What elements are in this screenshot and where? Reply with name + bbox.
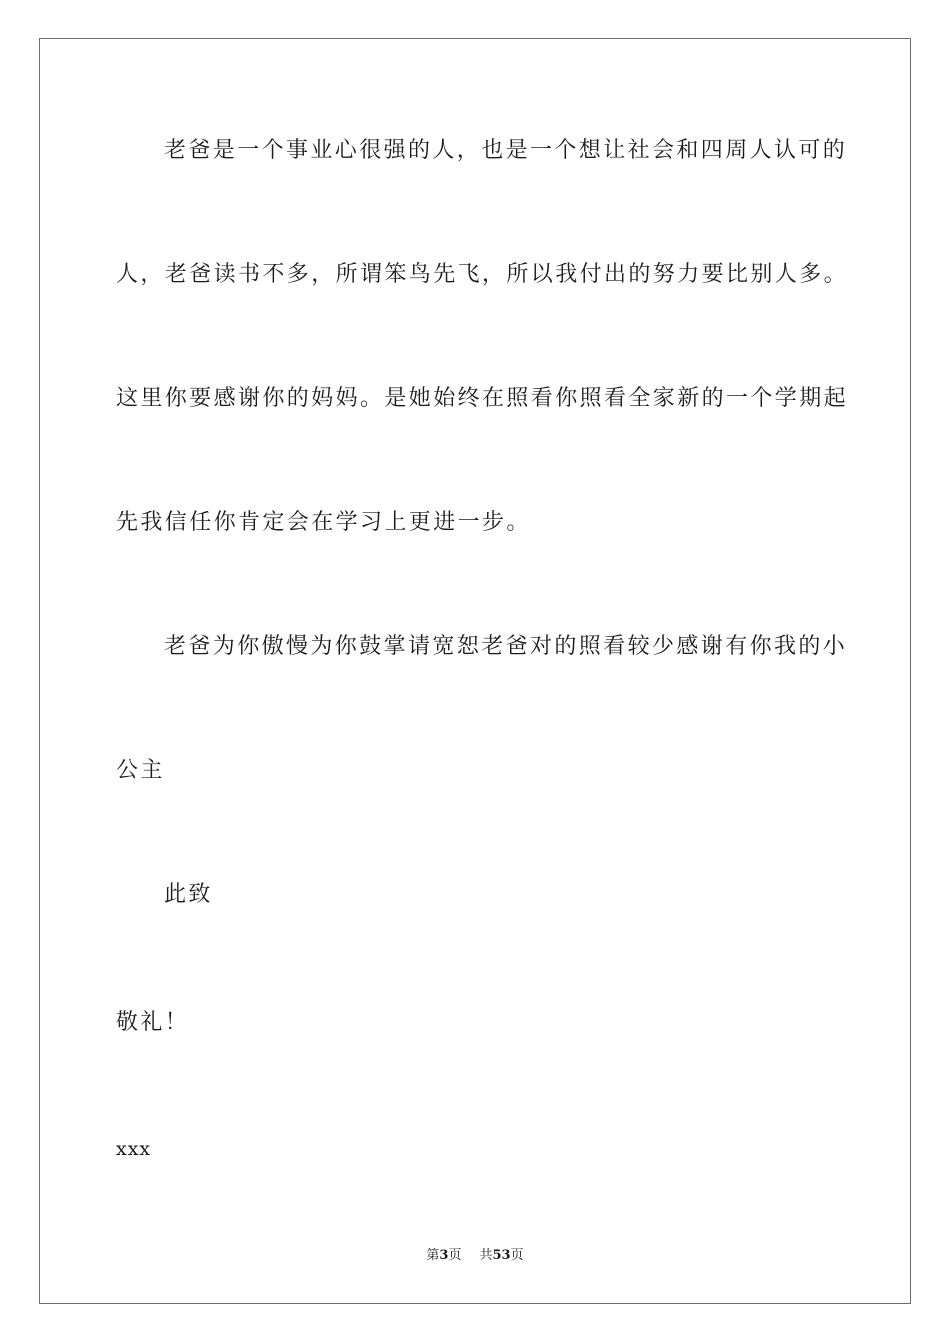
page-number: 3 <box>439 1248 449 1263</box>
page-frame <box>39 38 911 1304</box>
letter-line-4: 先我信任你肯定会在学习上更进一步。 <box>116 510 531 535</box>
total-pages: 53 <box>492 1248 511 1263</box>
closing-salutation: 此致 <box>164 882 213 907</box>
page-prefix: 第 <box>426 1248 440 1263</box>
letter-line-2: 人，老爸读书不多，所谓笨鸟先飞，所以我付出的努力要比别人多。 <box>116 262 849 287</box>
letter-line-1: 老爸是一个事业心很强的人，也是一个想让社会和四周人认可的 <box>164 138 848 163</box>
page-footer <box>0 1247 950 1265</box>
signature: xxx <box>116 1138 152 1160</box>
letter-line-3: 这里你要感谢你的妈妈。是她始终在照看你照看全家新的一个学期起 <box>116 386 849 411</box>
total-suffix: 页 <box>510 1248 524 1263</box>
total-prefix: 共 <box>479 1248 493 1263</box>
closing-regards: 敬礼！ <box>116 1010 190 1035</box>
letter-line-5: 老爸为你傲慢为你鼓掌请宽恕老爸对的照看较少感谢有你我的小 <box>164 634 848 659</box>
page-suffix: 页 <box>448 1248 462 1263</box>
letter-line-6: 公主 <box>116 758 165 783</box>
